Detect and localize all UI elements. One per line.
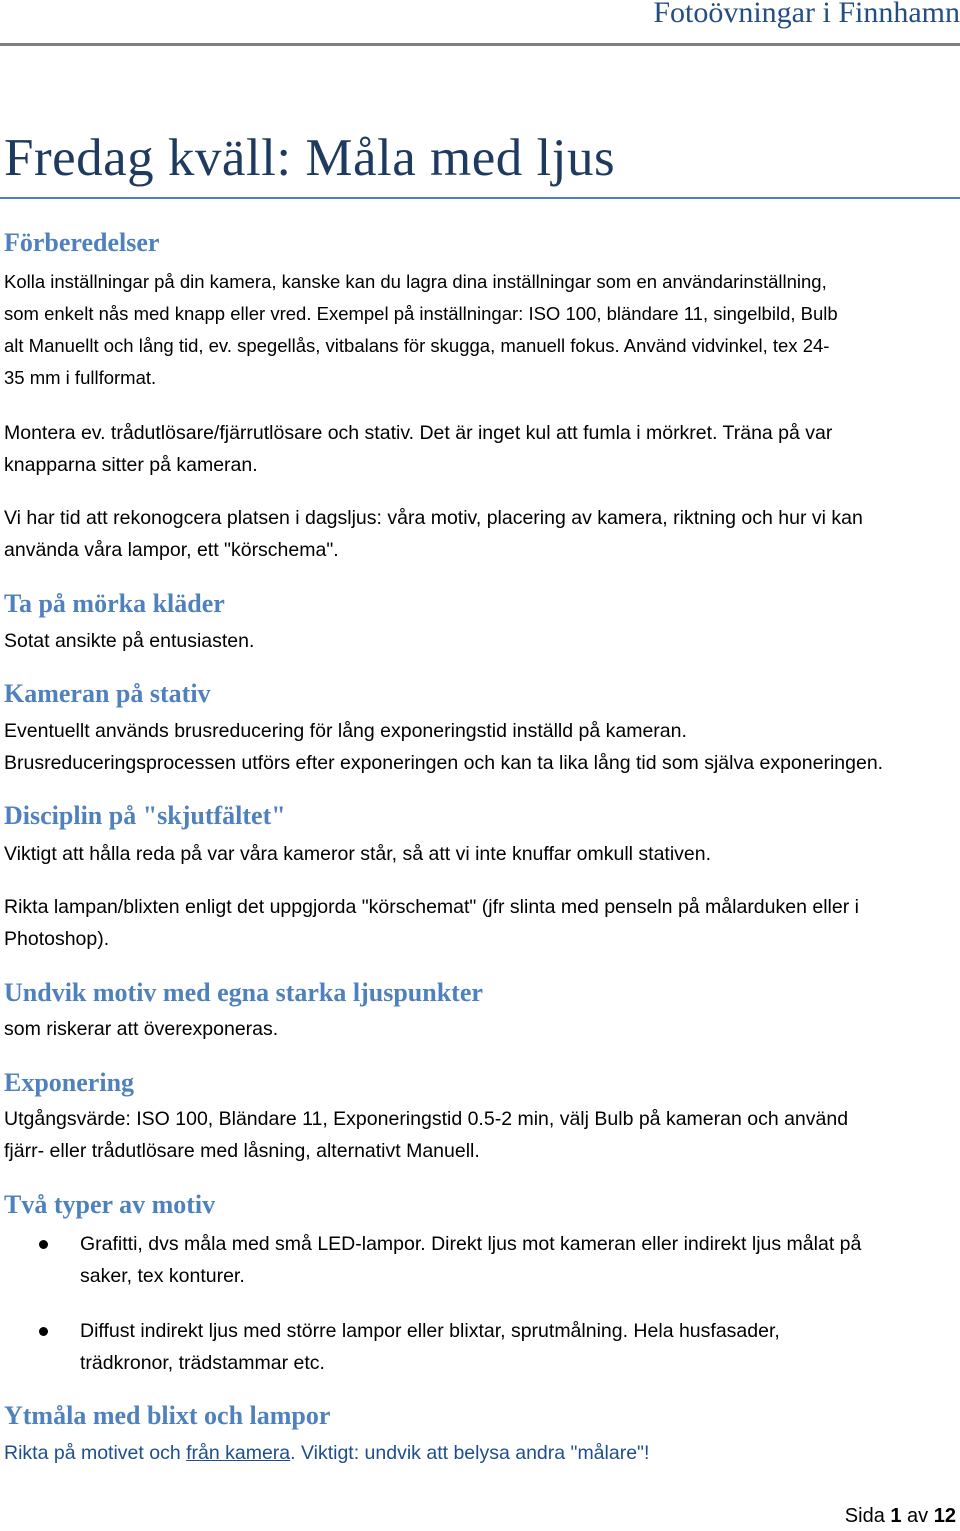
list-item-text: Diffust indirekt ljus med större lampor eller blixtar, sprutmålning. Hela husfasader,	[80, 1320, 780, 1342]
paragraph-line: Vi har tid att rekonogcera platsen i dagsljus: våra motiv, placering av kamera, riktning och hur vi kan	[4, 507, 863, 529]
fran-kamera-link[interactable]: från kamera	[186, 1442, 291, 1464]
heading-morka-klader: Ta på mörka kläder	[4, 589, 225, 618]
title-divider	[0, 197, 960, 199]
paragraph-line: Viktigt att hålla reda på var våra kameror står, så att vi inte knuffar omkull stativen.	[4, 843, 712, 865]
page-separator: av	[901, 1505, 934, 1527]
paragraph-line: 35 mm i fullformat.	[4, 367, 157, 388]
paragraph-line: Montera ev. trådutlösare/fjärrutlösare och stativ. Det är inget kul att fumla i mörkret. Träna på var	[4, 422, 833, 444]
heading-ytmala: Ytmåla med blixt och lampor	[4, 1401, 331, 1430]
list-item-text: saker, tex konturer.	[80, 1265, 245, 1287]
heading-exponering: Exponering	[4, 1068, 135, 1097]
header-divider	[0, 43, 960, 46]
document-header-title: Fotoövningar i Finnhamn	[653, 0, 960, 29]
paragraph-line: Eventuellt används brusreducering för lång exponeringstid inställd på kameran.	[4, 720, 687, 742]
paragraph-line: Photoshop).	[4, 928, 110, 950]
paragraph-line: Rikta lampan/blixten enligt det uppgjorda "körschemat" (jfr slinta med penseln på målarduken eller i	[4, 896, 859, 918]
bullet-icon	[39, 1327, 48, 1336]
paragraph-line: knapparna sitter på kameran.	[4, 454, 258, 476]
paragraph-line: använda våra lampor, ett "körschema".	[4, 539, 339, 561]
paragraph-line	[4, 1437, 649, 1469]
heading-undvik-motiv: Undvik motiv med egna starka ljuspunkter	[4, 978, 483, 1007]
page-title: Fredag kväll: Måla med ljus	[4, 129, 616, 187]
bullet-icon	[39, 1240, 48, 1249]
page-number	[845, 1505, 956, 1528]
total-pages: 12	[933, 1505, 956, 1527]
paragraph-line: Sotat ansikte på entusiasten.	[4, 630, 255, 652]
list-item-text: Grafitti, dvs måla med små LED-lampor. Direkt ljus mot kameran eller indirekt ljus målat på	[80, 1233, 862, 1255]
current-page: 1	[890, 1505, 902, 1527]
paragraph-line: som riskerar att överexponeras.	[4, 1018, 279, 1040]
list-item-text: trädkronor, trädstammar etc.	[80, 1352, 325, 1374]
text-segment: Rikta på motivet och	[4, 1442, 187, 1464]
paragraph-line: fjärr- eller trådutlösare med låsning, alternativt Manuell.	[4, 1140, 480, 1162]
paragraph-line: Utgångsvärde: ISO 100, Bländare 11, Exponeringstid 0.5-2 min, välj Bulb på kameran och använd	[4, 1108, 849, 1130]
text-segment: . Viktigt: undvik att belysa andra "målare"!	[290, 1442, 650, 1464]
heading-disciplin: Disciplin på "skjutfältet"	[4, 801, 286, 830]
heading-forberedelser: Förberedelser	[4, 228, 160, 257]
paragraph-line: Kolla inställningar på din kamera, kanske kan du lagra dina inställningar som en användarinställning,	[4, 271, 827, 292]
paragraph-line: alt Manuellt och lång tid, ev. spegellås, vitbalans för skugga, manuell fokus. Använd vidvinkel, tex 24-	[4, 335, 830, 356]
page-label: Sida	[844, 1505, 891, 1527]
paragraph-line: som enkelt nås med knapp eller vred. Exempel på inställningar: ISO 100, bländare 11, singelbild, Bulb	[4, 303, 838, 324]
paragraph-line: Brusreduceringsprocessen utförs efter exponeringen och kan ta lika lång tid som själva exponeringen.	[4, 752, 884, 774]
heading-tva-typer: Två typer av motiv	[4, 1190, 216, 1219]
heading-kameran-pa-stativ: Kameran på stativ	[4, 679, 211, 708]
